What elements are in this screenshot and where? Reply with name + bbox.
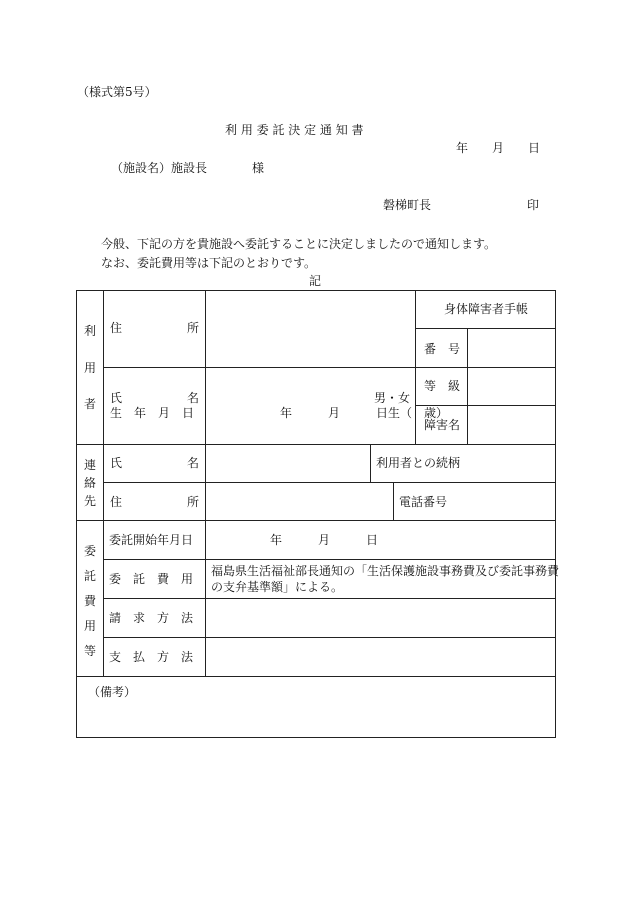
- address-label: 住: [110, 321, 123, 335]
- start-date-month: 月: [318, 533, 331, 547]
- body-line-1: 今般、下記の方を貴施設へ委託することに決定しましたので通知します。: [101, 237, 497, 251]
- date-day: 日: [528, 141, 541, 155]
- form-number: （様式第5号）: [77, 85, 157, 99]
- seal-mark: 印: [527, 198, 540, 212]
- divider: [205, 290, 206, 677]
- table-border-top: [76, 290, 556, 291]
- user-label-char: 利: [84, 324, 97, 338]
- table-border-right: [555, 290, 556, 738]
- start-date-day: 日: [366, 533, 379, 547]
- date-month: 月: [492, 141, 505, 155]
- handbook-grade-label: 等 級: [424, 379, 461, 393]
- contact-name-label: 名: [187, 456, 200, 470]
- disability-name-label: 障害名: [424, 418, 461, 432]
- sender-town: 磐梯町長: [383, 198, 432, 212]
- handbook-number-label: 番 号: [424, 342, 461, 356]
- divider: [103, 637, 556, 638]
- start-date-year: 年: [270, 533, 283, 547]
- user-label-char: 用: [84, 361, 97, 375]
- fee-label-char: 等: [84, 644, 97, 658]
- ki-heading: 記: [309, 274, 322, 288]
- divider: [415, 328, 556, 329]
- contact-name-label: 氏: [110, 456, 123, 470]
- relation-label: 利用者との続柄: [376, 456, 461, 470]
- table-border-left: [76, 290, 77, 738]
- addressee-facility: （施設名）施設長: [111, 161, 208, 175]
- addressee-honorific: 様: [252, 161, 265, 175]
- fee-label-char: 委: [84, 544, 97, 558]
- birth-label: 生 年 月 日: [110, 406, 195, 420]
- handbook-title: 身体障害者手帳: [444, 302, 529, 316]
- sex-value: 男・女: [374, 391, 411, 405]
- contact-address-label: 住: [110, 495, 123, 509]
- divider: [467, 328, 468, 445]
- phone-label: 電話番号: [399, 495, 448, 509]
- divider: [103, 367, 416, 368]
- divider: [103, 482, 556, 483]
- name-label: 名: [187, 391, 200, 405]
- divider: [415, 367, 556, 368]
- contact-label-char: 先: [84, 494, 97, 508]
- body-line-2: なお、委託費用等は下記のとおりです。: [101, 256, 317, 270]
- table-border-bottom: [76, 737, 556, 738]
- fee-label-char: 用: [84, 619, 97, 633]
- divider: [103, 598, 556, 599]
- divider: [76, 444, 556, 445]
- date-year: 年: [456, 141, 469, 155]
- billing-method-label: 請 求 方 法: [109, 611, 194, 625]
- payment-method-label: 支 払 方 法: [109, 650, 194, 664]
- contact-label-char: 絡: [84, 476, 97, 490]
- divider: [393, 482, 394, 521]
- user-label-char: 者: [84, 397, 97, 411]
- divider: [103, 559, 556, 560]
- divider: [76, 676, 556, 677]
- address-label: 所: [187, 321, 200, 335]
- fee-label: 委 託 費 用: [109, 572, 194, 586]
- fee-label-char: 費: [84, 594, 97, 608]
- divider: [103, 290, 104, 677]
- divider: [76, 520, 556, 521]
- contact-label-char: 連: [84, 458, 97, 472]
- page-title: 利 用 委 託 決 定 通 知 書: [225, 123, 364, 137]
- remarks-label: （備考）: [88, 685, 137, 699]
- contact-address-label: 所: [187, 495, 200, 509]
- fee-value-line-2: の支弁基準額」による。: [211, 580, 344, 594]
- birth-value: 年 月 日生（ 歳）: [280, 406, 449, 420]
- fee-label-char: 託: [84, 569, 97, 583]
- divider: [370, 444, 371, 483]
- name-label: 氏: [110, 391, 123, 405]
- start-date-label: 委託開始年月日: [109, 533, 194, 547]
- fee-value-line-1: 福島県生活福祉部長通知の「生活保護施設事務費及び委託事務費: [211, 564, 560, 578]
